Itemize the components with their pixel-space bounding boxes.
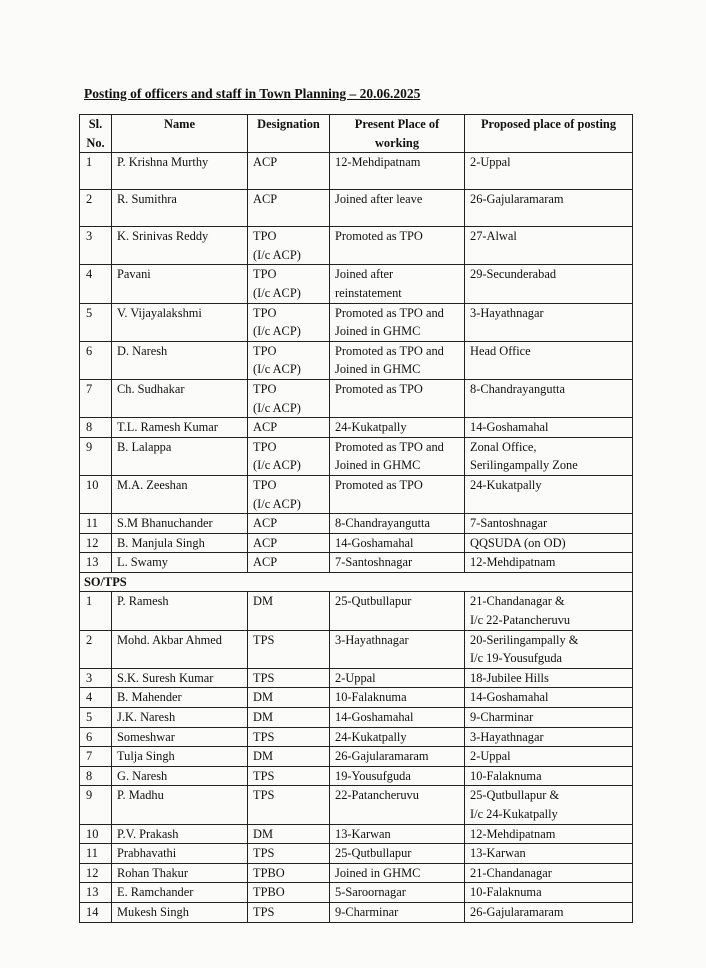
- sl-cell: 7: [80, 747, 112, 767]
- table-row: [80, 824, 633, 844]
- table-row: [80, 747, 633, 767]
- name-cell: L. Swamy: [112, 553, 248, 573]
- present-place-cell: 10-Falaknuma: [330, 688, 465, 708]
- name-cell: V. Vijayalakshmi: [112, 303, 248, 341]
- designation-cell: TPS: [248, 844, 330, 864]
- name-cell: P.V. Prakash: [112, 824, 248, 844]
- present-place-cell: Promoted as TPO: [330, 379, 465, 417]
- present-place-cell: Promoted as TPO and Joined in GHMC: [330, 303, 465, 341]
- sl-cell: 2: [80, 630, 112, 668]
- designation-cell: TPS: [248, 668, 330, 688]
- table-row: [80, 533, 633, 553]
- sl-cell: 14: [80, 902, 112, 922]
- designation-cell: TPO (I/c ACP): [248, 341, 330, 379]
- designation-cell: TPO (I/c ACP): [248, 303, 330, 341]
- name-cell: Mohd. Akbar Ahmed: [112, 630, 248, 668]
- designation-cell: DM: [248, 688, 330, 708]
- present-place-cell: 13-Karwan: [330, 824, 465, 844]
- name-cell: R. Sumithra: [112, 190, 248, 227]
- name-cell: T.L. Ramesh Kumar: [112, 418, 248, 438]
- proposed-place-cell: 2-Uppal: [465, 153, 633, 190]
- name-cell: J.K. Naresh: [112, 708, 248, 728]
- present-place-cell: 24-Kukatpally: [330, 418, 465, 438]
- table-row: [80, 514, 633, 534]
- proposed-place-cell: 12-Mehdipatnam: [465, 824, 633, 844]
- proposed-place-cell: 12-Mehdipatnam: [465, 553, 633, 573]
- proposed-place-cell: Zonal Office, Serilingampally Zone: [465, 437, 633, 475]
- sl-cell: 4: [80, 688, 112, 708]
- sl-cell: 10: [80, 475, 112, 513]
- proposed-place-cell: 27-Alwal: [465, 227, 633, 265]
- name-cell: G. Naresh: [112, 766, 248, 786]
- table-row: [80, 786, 633, 824]
- section-header-body: [80, 572, 633, 592]
- present-place-cell: 25-Qutbullapur: [330, 844, 465, 864]
- sl-cell: 6: [80, 341, 112, 379]
- section-label: SO/TPS: [80, 572, 633, 592]
- present-place-cell: 12-Mehdipatnam: [330, 153, 465, 190]
- name-cell: K. Srinivas Reddy: [112, 227, 248, 265]
- table-row: [80, 379, 633, 417]
- sl-cell: 3: [80, 668, 112, 688]
- table-row: [80, 727, 633, 747]
- sl-cell: 4: [80, 265, 112, 303]
- proposed-place-cell: 14-Goshamahal: [465, 418, 633, 438]
- proposed-place-cell: 2-Uppal: [465, 747, 633, 767]
- table-row: [80, 688, 633, 708]
- present-place-cell: 19-Yousufguda: [330, 766, 465, 786]
- name-cell: E. Ramchander: [112, 883, 248, 903]
- proposed-place-cell: 25-Qutbullapur & I/c 24-Kukatpally: [465, 786, 633, 824]
- present-place-cell: 24-Kukatpally: [330, 727, 465, 747]
- designation-cell: TPO (I/c ACP): [248, 437, 330, 475]
- present-place-cell: Promoted as TPO and Joined in GHMC: [330, 341, 465, 379]
- designation-cell: TPBO: [248, 883, 330, 903]
- name-cell: P. Krishna Murthy: [112, 153, 248, 190]
- designation-cell: TPS: [248, 766, 330, 786]
- staff-table-body: [80, 592, 633, 922]
- name-cell: B. Manjula Singh: [112, 533, 248, 553]
- table-row: [80, 883, 633, 903]
- designation-cell: ACP: [248, 553, 330, 573]
- designation-cell: TPO (I/c ACP): [248, 265, 330, 303]
- present-place-cell: 14-Goshamahal: [330, 533, 465, 553]
- proposed-place-cell: Head Office: [465, 341, 633, 379]
- document-title: Posting of officers and staff in Town Planning – 20.06.2025: [84, 86, 421, 101]
- table-row: [80, 475, 633, 513]
- present-place-cell: Joined in GHMC: [330, 863, 465, 883]
- name-cell: Prabhavathi: [112, 844, 248, 864]
- table-row: [80, 553, 633, 573]
- proposed-place-cell: 20-Serilingampally & I/c 19-Yousufguda: [465, 630, 633, 668]
- designation-cell: TPS: [248, 902, 330, 922]
- sl-cell: 12: [80, 863, 112, 883]
- designation-cell: TPS: [248, 786, 330, 824]
- proposed-place-cell: 21-Chandanagar: [465, 863, 633, 883]
- table-row: [80, 437, 633, 475]
- table-row: [80, 863, 633, 883]
- present-place-cell: 22-Patancheruvu: [330, 786, 465, 824]
- present-place-cell: 8-Chandrayangutta: [330, 514, 465, 534]
- proposed-place-cell: 14-Goshamahal: [465, 688, 633, 708]
- designation-cell: TPO (I/c ACP): [248, 379, 330, 417]
- present-place-cell: 5-Saroornagar: [330, 883, 465, 903]
- postings-table: [79, 114, 633, 923]
- name-cell: Mukesh Singh: [112, 902, 248, 922]
- designation-cell: DM: [248, 592, 330, 630]
- sl-cell: 9: [80, 786, 112, 824]
- name-cell: B. Mahender: [112, 688, 248, 708]
- designation-cell: ACP: [248, 418, 330, 438]
- proposed-place-cell: 18-Jubilee Hills: [465, 668, 633, 688]
- proposed-place-cell: 7-Santoshnagar: [465, 514, 633, 534]
- sl-cell: 7: [80, 379, 112, 417]
- proposed-place-cell: 9-Charminar: [465, 708, 633, 728]
- designation-cell: TPO (I/c ACP): [248, 475, 330, 513]
- proposed-place-cell: 3-Hayathnagar: [465, 727, 633, 747]
- present-place-cell: 3-Hayathnagar: [330, 630, 465, 668]
- proposed-place-cell: 24-Kukatpally: [465, 475, 633, 513]
- designation-cell: ACP: [248, 153, 330, 190]
- sl-cell: 6: [80, 727, 112, 747]
- designation-cell: ACP: [248, 533, 330, 553]
- present-place-cell: Joined after reinstatement: [330, 265, 465, 303]
- proposed-place-cell: 21-Chandanagar & I/c 22-Patancheruvu: [465, 592, 633, 630]
- sl-cell: 1: [80, 153, 112, 190]
- section-row: [80, 572, 633, 592]
- present-place-cell: Joined after leave: [330, 190, 465, 227]
- present-place-cell: 2-Uppal: [330, 668, 465, 688]
- table-row: [80, 303, 633, 341]
- proposed-place-cell: 8-Chandrayangutta: [465, 379, 633, 417]
- designation-cell: DM: [248, 708, 330, 728]
- name-cell: Pavani: [112, 265, 248, 303]
- officers-table-body: [80, 153, 633, 573]
- sl-cell: 3: [80, 227, 112, 265]
- proposed-place-cell: 10-Falaknuma: [465, 766, 633, 786]
- proposed-place-cell: 3-Hayathnagar: [465, 303, 633, 341]
- designation-cell: ACP: [248, 190, 330, 227]
- name-cell: Ch. Sudhakar: [112, 379, 248, 417]
- sl-cell: 12: [80, 533, 112, 553]
- name-cell: Tulja Singh: [112, 747, 248, 767]
- table-row: [80, 227, 633, 265]
- name-cell: Someshwar: [112, 727, 248, 747]
- table-header-row: [80, 115, 633, 153]
- designation-cell: DM: [248, 824, 330, 844]
- table-row: [80, 265, 633, 303]
- name-cell: P. Madhu: [112, 786, 248, 824]
- table-row: [80, 418, 633, 438]
- table-row: [80, 630, 633, 668]
- proposed-place-cell: QQSUDA (on OD): [465, 533, 633, 553]
- table-row: [80, 766, 633, 786]
- proposed-place-cell: 26-Gajularamaram: [465, 902, 633, 922]
- header-name: Name: [112, 115, 248, 153]
- sl-cell: 1: [80, 592, 112, 630]
- present-place-cell: 25-Qutbullapur: [330, 592, 465, 630]
- sl-cell: 13: [80, 883, 112, 903]
- header-present-place: Present Place of working: [330, 115, 465, 153]
- table-row: [80, 902, 633, 922]
- header-proposed-place: Proposed place of posting: [465, 115, 633, 153]
- table-row: [80, 341, 633, 379]
- sl-cell: 11: [80, 844, 112, 864]
- name-cell: P. Ramesh: [112, 592, 248, 630]
- sl-cell: 13: [80, 553, 112, 573]
- sl-cell: 2: [80, 190, 112, 227]
- designation-cell: TPO (I/c ACP): [248, 227, 330, 265]
- header-designation: Designation: [248, 115, 330, 153]
- present-place-cell: 14-Goshamahal: [330, 708, 465, 728]
- table-row: [80, 668, 633, 688]
- sl-cell: 8: [80, 766, 112, 786]
- header-sl-no: Sl. No.: [80, 115, 112, 153]
- proposed-place-cell: 26-Gajularamaram: [465, 190, 633, 227]
- name-cell: D. Naresh: [112, 341, 248, 379]
- designation-cell: ACP: [248, 514, 330, 534]
- sl-cell: 11: [80, 514, 112, 534]
- present-place-cell: Promoted as TPO: [330, 475, 465, 513]
- table-row: [80, 844, 633, 864]
- designation-cell: TPS: [248, 630, 330, 668]
- sl-cell: 8: [80, 418, 112, 438]
- sl-cell: 5: [80, 303, 112, 341]
- present-place-cell: Promoted as TPO and Joined in GHMC: [330, 437, 465, 475]
- table-row: [80, 190, 633, 227]
- name-cell: B. Lalappa: [112, 437, 248, 475]
- table-row: [80, 708, 633, 728]
- sl-cell: 10: [80, 824, 112, 844]
- designation-cell: DM: [248, 747, 330, 767]
- designation-cell: TPS: [248, 727, 330, 747]
- table-row: [80, 153, 633, 190]
- sl-cell: 9: [80, 437, 112, 475]
- table-row: [80, 592, 633, 630]
- name-cell: S.M Bhanuchander: [112, 514, 248, 534]
- name-cell: Rohan Thakur: [112, 863, 248, 883]
- name-cell: S.K. Suresh Kumar: [112, 668, 248, 688]
- name-cell: M.A. Zeeshan: [112, 475, 248, 513]
- proposed-place-cell: 13-Karwan: [465, 844, 633, 864]
- present-place-cell: 26-Gajularamaram: [330, 747, 465, 767]
- sl-cell: 5: [80, 708, 112, 728]
- present-place-cell: 9-Charminar: [330, 902, 465, 922]
- proposed-place-cell: 10-Falaknuma: [465, 883, 633, 903]
- present-place-cell: 7-Santoshnagar: [330, 553, 465, 573]
- present-place-cell: Promoted as TPO: [330, 227, 465, 265]
- proposed-place-cell: 29-Secunderabad: [465, 265, 633, 303]
- designation-cell: TPBO: [248, 863, 330, 883]
